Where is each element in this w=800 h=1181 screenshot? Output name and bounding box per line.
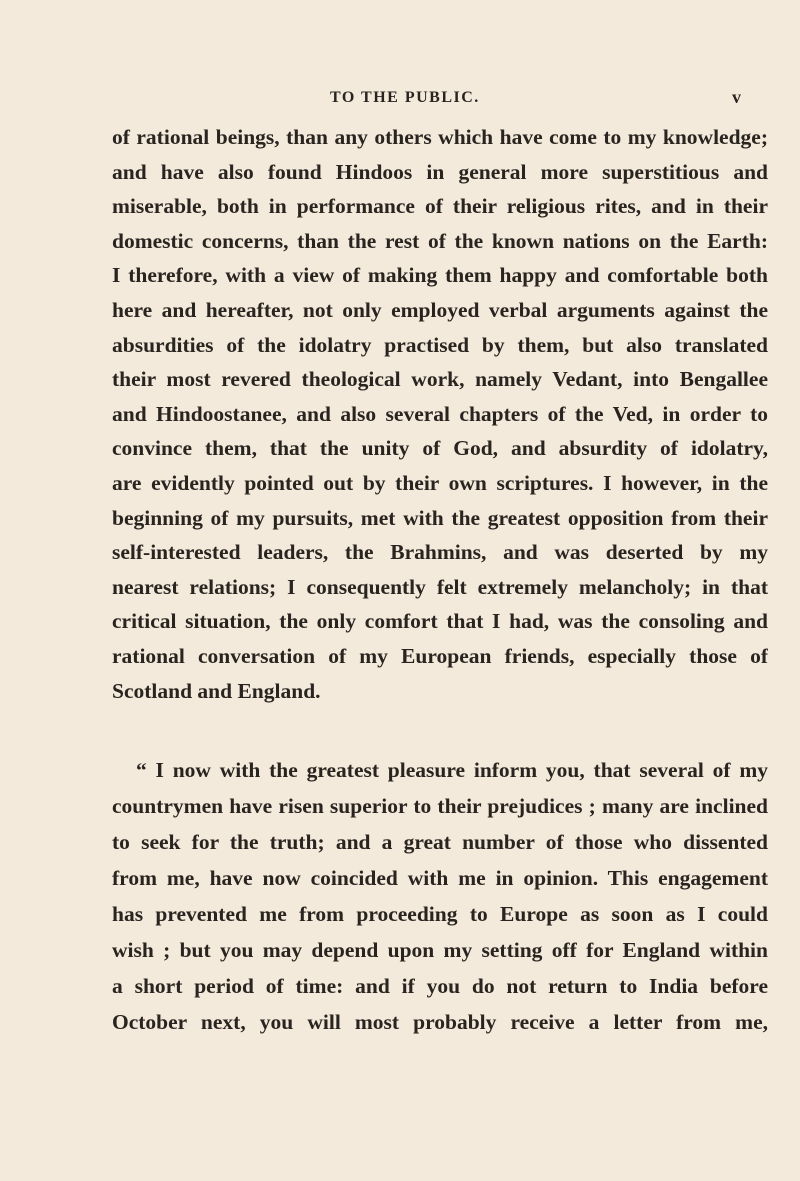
paragraph-2 [112,752,768,1040]
text-line: and have also found Hindoos in general more superstitious and [112,159,768,184]
text-line: miserable, both in performance of their religious rites, and in their [112,194,768,219]
text-line: here and hereafter, not only employed verbal arguments against the [112,297,768,322]
running-title: TO THE PUBLIC. [330,89,480,106]
text-line: has prevented me from proceeding to Europe as soon as I could [112,902,768,926]
text-line: nearest relations; I consequently felt extremely melancholy; in that [112,574,768,599]
text-line: from me, have now coincided with me in opinion. This engagement [112,866,768,890]
text-line: countrymen have risen superior to their prejudices ; many are inclined [112,794,768,818]
text-line: Scotland and England. [112,678,321,703]
page-header [0,89,800,113]
text-line: their most revered theological work, namely Vedant, into Bengallee [112,367,768,392]
text-line: beginning of my pursuits, met with the greatest opposition from their [112,505,768,530]
text-line: absurdities of the idolatry practised by them, but also translated [112,332,768,357]
text-line: wish ; but you may depend upon my setting off for England within [112,938,768,962]
text-line: I therefore, with a view of making them happy and comfortable both [112,263,768,288]
text-line: and Hindoostanee, and also several chapters of the Ved, in order to [112,401,768,426]
text-line: are evidently pointed out by their own scriptures. I however, in the [112,470,768,495]
text-line: a short period of time: and if you do not return to India before [112,974,768,998]
page-number: v [732,87,741,107]
text-line: of rational beings, than any others which have come to my knowledge; [112,125,768,149]
text-line: rational conversation of my European friends, especially those of [112,643,768,668]
text-line: critical situation, the only comfort that I had, was the consoling and [112,609,768,634]
text-line: convince them, that the unity of God, and absurdity of idolatry, [112,436,768,461]
paragraph-1 [112,120,768,708]
text-line: domestic concerns, than the rest of the known nations on the Earth: [112,228,768,253]
text-line: to seek for the truth; and a great number of those who dissented [112,830,768,854]
text-line: October next, you will most probably receive a letter from me, [112,1010,768,1034]
text-line: self-interested leaders, the Brahmins, and was deserted by my [112,540,768,565]
text-line: “ I now with the greatest pleasure inform you, that several of my [136,758,768,782]
